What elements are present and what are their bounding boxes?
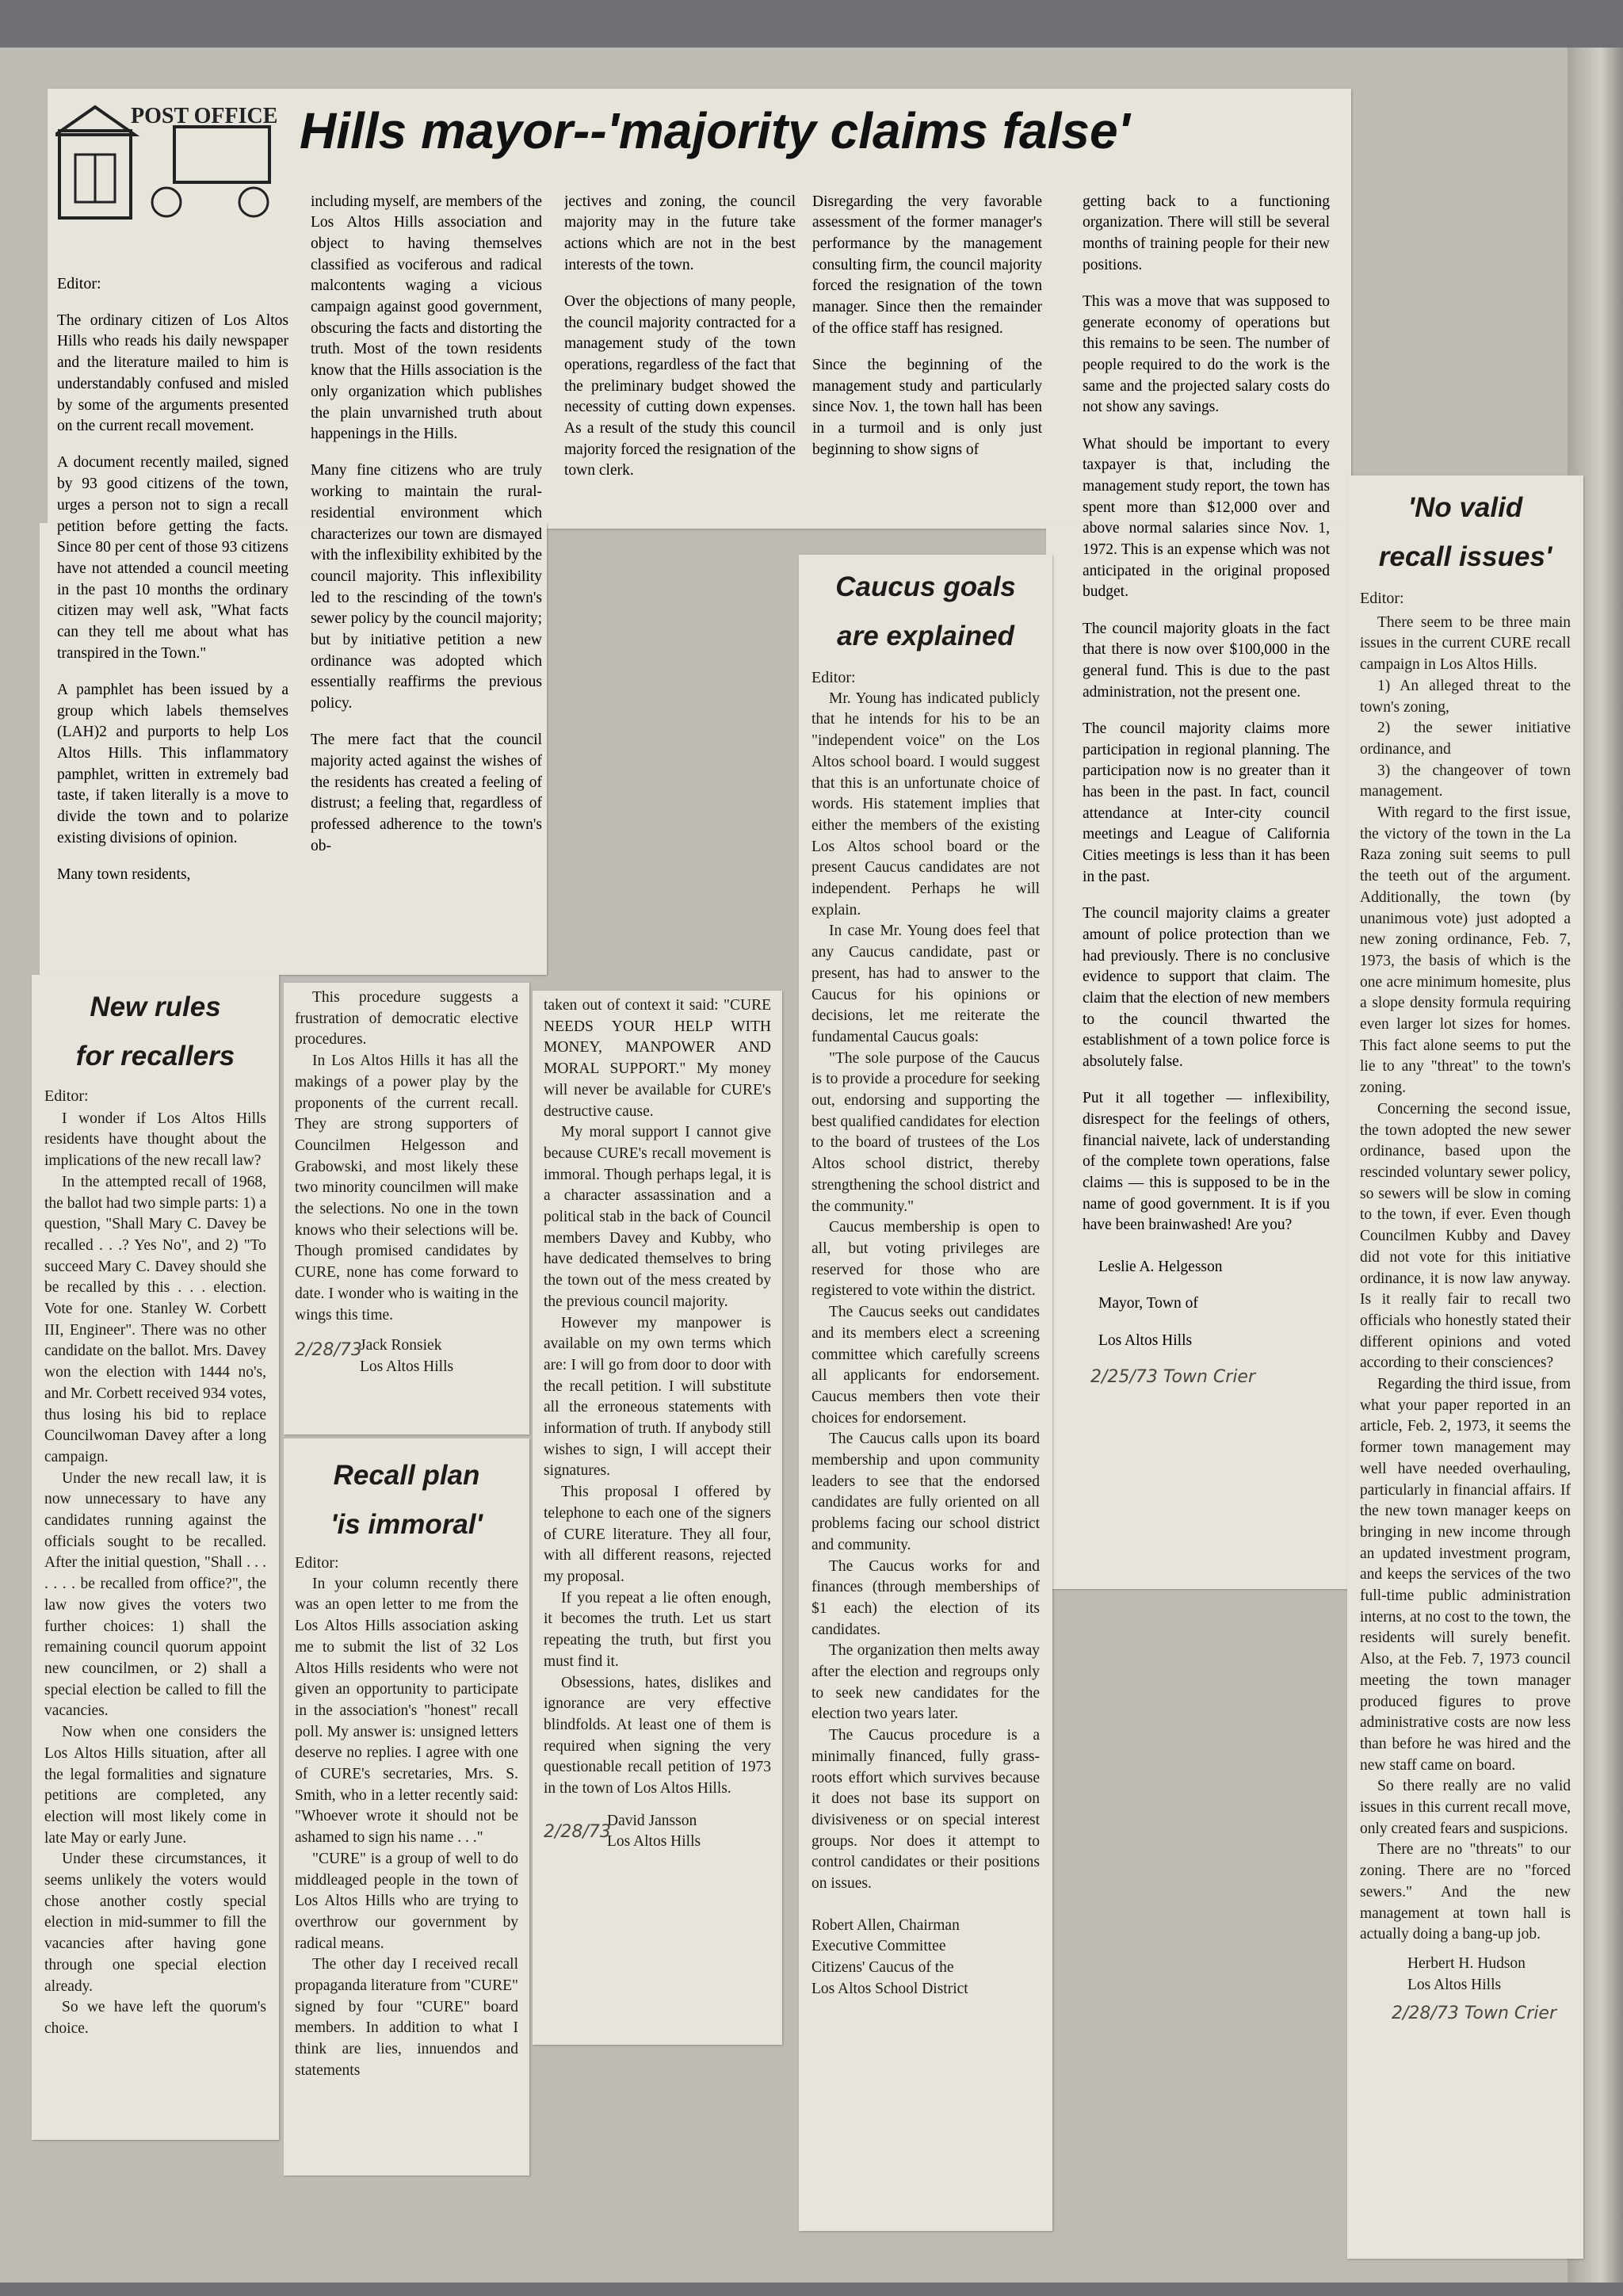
caucus-letter-clip (799, 555, 1052, 2231)
paragraph: "CURE" is a group of well to do middleaged people in the town of Los Altos Hills who are trying to overthrow our government by radical means. (295, 1850, 518, 1952)
paragraph: The council majority claims more participation in regional planning. The participation now is no greater than it has been in the past. In fact, council attendance at Inter-city council meetings and League of California Cities meetings is less than it has been in the past. (1083, 720, 1330, 885)
paragraph: However my manpower is available on my own terms which are: I will go from door to door with the recall petition. I will substitute all the erroneous statements with information of truth. If anybody still wishes to sign, I will accept their signatures. (544, 1314, 771, 1480)
paragraph: There seem to be three main issues in the current CURE recall campaign in Los Altos Hills. (1360, 613, 1571, 674)
signature-line: Los Altos Hills (1098, 1331, 1193, 1349)
new-rules-editor-label: Editor: (44, 1087, 89, 1105)
paragraph: 2) the sewer initiative ordinance, and (1360, 720, 1571, 758)
caucus-editor-label: Editor: (812, 669, 856, 686)
new-rules-title-line-2: for recallers (75, 1041, 235, 1072)
main-col-5 (1083, 176, 1330, 1484)
paragraph: In the attempted recall of 1968, the ballot had two simple parts: 1) a question, "Shall Mary C. Davey be recalled . . .? Yes No", and 2) "To succeed Mary C. Davey should she be recalled by this . . . election. Vote for one. Stanley W. Corbett III, Engineer". There was no other candidate on the ballot. Mrs. Davey won the election with 1444 no's, and Mr. Corbett received 934 votes, thus losing his bid to replace Councilwoman Davey after a long campaign. (44, 1173, 266, 1465)
no-valid-title-line-1: 'No valid (1407, 492, 1523, 523)
signature-line: Los Altos School District (812, 1980, 968, 1997)
date-note: 2/28/73 Town Crier (1392, 2004, 1557, 2024)
paragraph: A pamphlet has been issued by a group which labels themselves (LAH)2 and purports to help Los Altos Hills. This inflammatory pamphlet, written in extremely bad taste, if taken literally is a move to divide the town and to polarize existing divisions of opinion. (57, 681, 288, 846)
paragraph: A document recently mailed, signed by 93 good citizens of the town, urges a person not to sign a recall petition before getting the facts. Since 80 per cent of those 93 citizens have not attended a council meeting in the past 10 months the ordinary citizen may well ask, "What facts can they tell me about what has transpired in the Town." (57, 454, 288, 662)
paragraph: Concerning the second issue, the town adopted the new sewer ordinance, based upon the rescinded voluntary sewer policy, so sewers will be slow in coming to the town, if ever. Even though Councilmen Kubby and Davey did not vote for this initiative ordinance, it is now law anyway. Is it really fair to recall two officials who honestly stated their different opinions and voted according to their consciences? (1360, 1100, 1571, 1372)
paragraph: Under the new recall law, it is now unnecessary to have any candidates running against the officials sought to be recalled. After the initial question, "Shall . . . . . . . be recalled from office?", the law now gives the voters two further choices: 1) shall the remaining council quorum appoint new councilmen, or 2) shall a special election be called to fill the vacancies. (44, 1469, 266, 1720)
new-rules-title-line-1: New rules (90, 991, 221, 1022)
caucus-title-line-2: are explained (837, 621, 1014, 651)
no-valid-letter-clip (1347, 476, 1583, 2259)
paragraph: The mere fact that the council majority acted against the wishes of the residents has created a feeling of distrust; a feeling that, regardless of professed adherence to the town's ob- (311, 732, 542, 854)
new-rules-letter-clip-2 (284, 983, 529, 1435)
paragraph: Obsessions, hates, dislikes and ignorance are very effective blindfolds. At least one of them is required when signing the very questionable recall petition of 1973 in the town of Los Altos Hills. (544, 1674, 771, 1797)
paragraph: The ordinary citizen of Los Altos Hills who reads his daily newspaper and the literature mailed to him is understandably confused and misled by some of the arguments presented on the current recall movement. (57, 311, 288, 435)
paragraph: With regard to the first issue, the victory of the town in the La Raza zoning suit seems to pull the teeth out of the argument. Additionally, the town (by unanimous vote) just adopted a new zoning ordinance, Feb. 7, 1973, the basis of which is the one acre minimum homesite, plus a slope density formula requiring even larger lot sizes for homes. This fact alone seems to put the lie to any "threat" to the town's zoning. (1360, 804, 1571, 1097)
paragraph: This was a move that was supposed to generate economy of operations but this remains to be seen. The number of people required to do the work is the same and the projected salary costs do not show any savings. (1083, 292, 1330, 416)
paragraph: Over the objections of many people, the council majority contracted for a management study of the town operations, regardless of the fact that the preliminary budget showed the necessity of cutting down expenses. As a result of the study this council majority forced the resignation of the town clerk. (564, 292, 796, 479)
paragraph: There are no "threats" to our zoning. There are no "forced sewers." And the new management at town hall is actually doing a bang-up job. (1360, 1841, 1571, 1943)
paragraph: 3) the changeover of town management. (1360, 762, 1571, 800)
paragraph: The Caucus works for and finances (through memberships of $1 each) the election of its candidates. (812, 1557, 1040, 1638)
paragraph: In case Mr. Young does feel that any Caucus candidate, past or present, has had to answer to the Caucus for his opinions or decisions, let me reiterate the fundamental Caucus goals: (812, 923, 1040, 1045)
paragraph: Caucus membership is open to all, but voting privileges are reserved for those who are registered to vote within the district. (812, 1219, 1040, 1300)
paragraph: In Los Altos Hills it has all the makings of a power play by the proponents of the current recall. They are strong supporters of Councilmen Helgesson and Grabowski, and most likely these two minority councilmen will make the selections. No one in the town knows who their selections will be. Though promised candidates by CURE, none has come forward to date. I wonder who is waiting in the wings this time. (295, 1052, 518, 1324)
paragraph: This procedure suggests a frustration of democratic elective procedures. (295, 989, 518, 1049)
signature-line: Executive Committee (812, 1938, 946, 1955)
main-col-3 (564, 176, 796, 525)
paragraph: Many town residents, (57, 866, 191, 884)
paragraph: The Caucus calls upon its board membership and upon community leaders to see that the endorsed candidates are fully oriented on all problems facing our school district and community. (812, 1431, 1040, 1553)
immoral-letter-clip (284, 1438, 529, 2176)
date-note: 2/28/73 (544, 1821, 611, 1842)
main-editor-label: Editor: (57, 275, 101, 292)
paragraph: In your column recently there was an open letter to me from the Los Altos Hills association asking me to submit the list of 32 Los Altos Hills residents who were not given an opportunity to participate in the association's "honest" recall poll. My answer is: unsigned letters deserve no replies. I agree with one of CURE's secretaries, Mrs. S. Smith, who in a letter recently said: "Whoever wrote it should not be ashamed to sign his name . . ." (295, 1575, 518, 1847)
signature-line: Herbert H. Hudson (1407, 1955, 1526, 1972)
paragraph: So there really are no valid issues in this current recall move, only created fears and suspicions. (1360, 1778, 1571, 1837)
paragraph: So we have left the quorum's choice. (44, 1999, 266, 2037)
main-col-2 (311, 176, 542, 968)
date-note: 2/25/73 Town Crier (1090, 1366, 1256, 1387)
main-headline: Hills mayor--'majority claims false' (300, 102, 1130, 159)
paragraph: Regarding the third issue, from what your paper reported in an article, Feb. 2, 1973, it seems the former town management may well have needed overhauling, particularly in financial affairs. If the new town manager keeps on bringing in new income through an updated investment program, and keeps the services of the two full-time public administration interns, at no cost to the town, the residents will surely benefit. Also, at the Feb. 7, 1973 council meeting the town manager produced figures to prove administrative costs are now less than before he was hired and the new staff came on board. (1360, 1376, 1571, 1774)
no-valid-title-line-2: recall issues' (1378, 541, 1552, 572)
signature-line: Leslie A. Helgesson (1098, 1259, 1223, 1276)
paragraph: The council majority gloats in the fact that there is now over $100,000 in the general fund. This is due to the past administration, not the present one. (1083, 620, 1330, 701)
signature-line: Mayor, Town of (1098, 1295, 1198, 1312)
paragraph: Under these circumstances, it seems unlikely the voters would chose another costly special election in mid-summer to fill the vacancies after having gone through one special election already. (44, 1851, 266, 1995)
paragraph: getting back to a functioning organization. There will still be several months of training people for their new positions. (1083, 193, 1330, 273)
paragraph: Now when one considers the Los Altos Hills situation, after all the legal formalities and signature petitions are completed, any election will most likely come in late May or early June. (44, 1724, 266, 1847)
paragraph: Mr. Young has indicated publicly that he intends for his to be an "independent voice" on the Los Altos school board. I would suggest that this is an unfortunate choice of words. His statement implies that either the members of the existing Los Altos school board or the present Caucus candidates are not independent. Perhaps he will explain. (812, 690, 1040, 919)
paragraph: I wonder if Los Altos Hills residents have thought about the implications of the new recall law? (44, 1110, 266, 1170)
logo-text: POST OFFICE (131, 104, 278, 128)
paragraph: The other day I received recall propaganda literature from "CURE" signed by four "CURE" board members. In addition to what I think are lies, innuendos and statements (295, 1956, 518, 2079)
immoral-title-line-2: 'is immoral' (330, 1509, 483, 1540)
signature-line: Citizens' Caucus of the (812, 1959, 954, 1977)
signature-line: Jack Ronsiek (360, 1337, 442, 1354)
paragraph: jectives and zoning, the council majority may in the future take actions which are not in the best interests of the town. (564, 193, 796, 273)
paragraph: The Caucus procedure is a minimally financed, fully grass-roots effort which survives because it does not base its support on divisiveness or on special interest groups. Nor does it attempt to control candidates or their positions on issues. (812, 1727, 1040, 1893)
caucus-title-line-1: Caucus goals (835, 571, 1016, 602)
paragraph: What should be important to every taxpayer is that, including the management study report, the town has spent more than $12,000 over and above normal salaries since Nov. 1, 1972. This is an expense which was not anticipated in the original proposed budget. (1083, 435, 1330, 601)
paragraph: including myself, are members of the Los Altos Hills association and object to having themselves classified as vociferous and radical malcontents waging a vicious campaign against good government, obscuring the facts and distorting the truth. Most of the town residents know that the Hills association is the only organization which publishes the plain unvarnished truth about happenings in the Hills. (311, 193, 542, 443)
paragraph: Since the beginning of the management study and particularly since Nov. 1, the town hall has been in a turmoil and is only just beginning to show signs of (812, 356, 1042, 458)
immoral-letter-clip-2 (533, 991, 782, 2045)
main-col-1 (57, 258, 288, 963)
paragraph: This proposal I offered by telephone to each one of the signers of CURE literature. They all four, with all different reasons, rejected my proposal. (544, 1484, 771, 1585)
no-valid-editor-label: Editor: (1360, 590, 1404, 607)
paragraph: taken out of context it said: "CURE NEEDS YOUR HELP WITH MONEY, MANPOWER AND MORAL SUPPORT." My money will never be available for CURE's destructive cause. (544, 997, 771, 1120)
paragraph: 1) An alleged threat to the town's zoning, (1360, 677, 1571, 716)
paragraph: The organization then melts away after the election and regroups only to seek new candidates for the election two years later. (812, 1642, 1040, 1723)
signature-line: Los Altos Hills (360, 1358, 454, 1375)
paragraph: "The sole purpose of the Caucus is to provide a procedure for seeking out, endorsing and supporting the best qualified candidates for election to the board of trustees of the Los Altos school district, thereby strengthening the school district and the community." (812, 1049, 1040, 1215)
paragraph: If you repeat a lie often enough, it becomes the truth. Let us start repeating the truth, but first you must find it. (544, 1589, 771, 1670)
immoral-editor-label: Editor: (295, 1554, 339, 1572)
post-office-logo-icon (55, 99, 293, 230)
new-rules-letter-clip (32, 975, 279, 2140)
paragraph: Put it all together — inflexibility, disrespect for the feelings of others, financial naivete, lack of understanding of the complete town operations, false claims — this is supposed to be in the name of good government. It is if you have been brainwashed! Are you? (1083, 1090, 1330, 1234)
signature-line: David Jansson (607, 1812, 697, 1829)
signature-line: Los Altos Hills (607, 1833, 701, 1851)
paragraph: Disregarding the very favorable assessment of the former manager's performance by the management consulting firm, the council majority forced the resignation of the town manager. Since then the remainder of the office staff has resigned. (812, 193, 1042, 337)
immoral-title-line-1: Recall plan (333, 1460, 480, 1491)
paragraph: Many fine citizens who are truly working to maintain the rural-residential environment which characterizes our town are dismayed with the inflexibility exhibited by the council majority. This inflexibility led to the rescinding of the town's sewer policy by the council majority; but by initiative petition a new ordinance was adopted which essentially reaffirms the previous policy. (311, 462, 542, 712)
paragraph: My moral support I cannot give because CURE's recall movement is immoral. Though perhaps legal, it is a character assassination and a political stab in the back of Council members Davey and Kubby, who have dedicated themselves to bring the town out of the mess created by the previous council majority. (544, 1124, 771, 1310)
date-note: 2/28/73 (295, 1340, 362, 1361)
paragraph: The Caucus seeks out candidates and its members elect a screening committee which carefully screens all applicants for endorsement. Caucus members then vote their choices for endorsement. (812, 1304, 1040, 1427)
main-col-4 (812, 176, 1042, 525)
signature-line: Los Altos Hills (1407, 1976, 1502, 1993)
signature-line: Robert Allen, Chairman (812, 1916, 960, 1934)
paragraph: The council majority claims a greater amount of police protection than we had previously. There is no conclusive evidence to support that claim. The claim that the election of new members to the council thwarted the establishment of a town police force is absolutely false. (1083, 905, 1330, 1071)
